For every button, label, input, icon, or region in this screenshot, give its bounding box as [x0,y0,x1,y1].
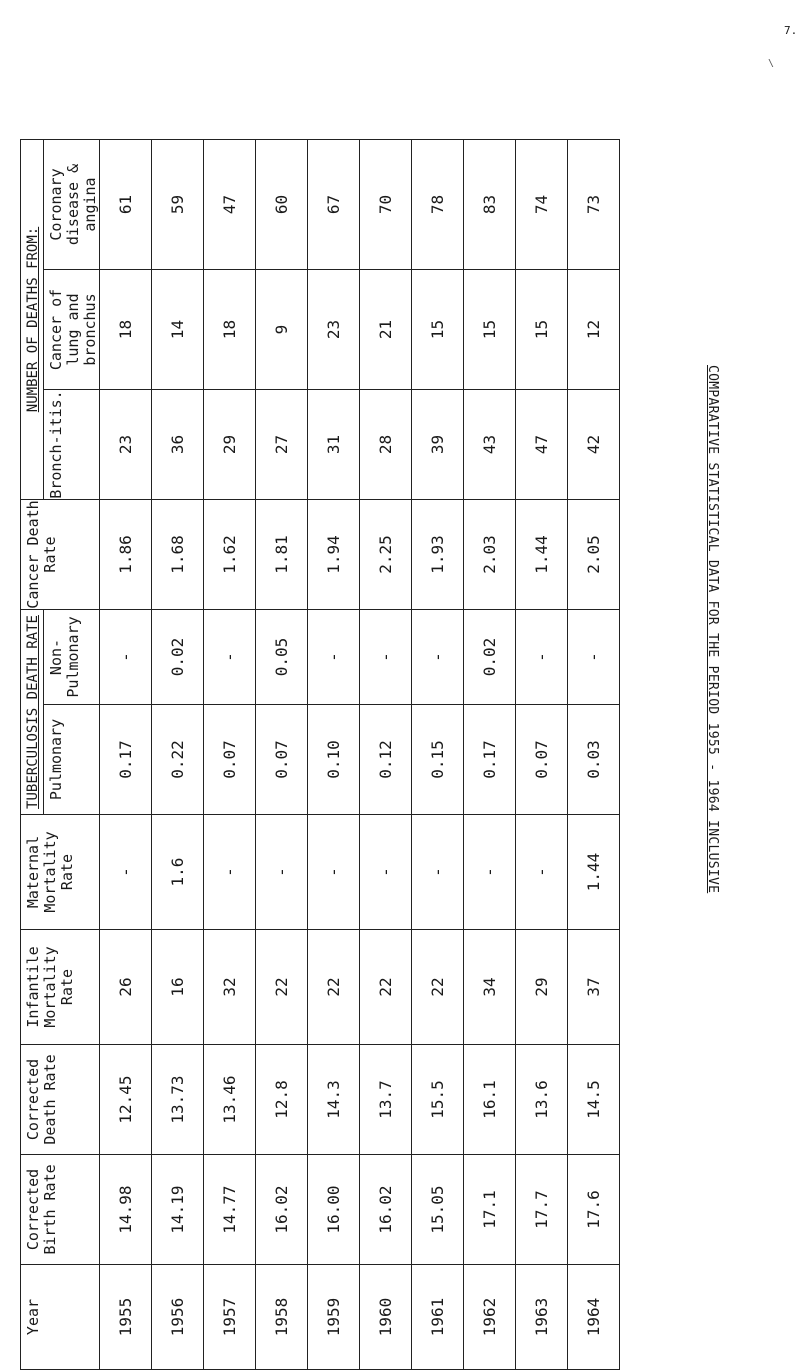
cell-maternal: - [204,815,256,930]
cell-bronch: 31 [308,390,360,500]
table-row [256,139,308,1369]
table-row [516,139,568,1369]
cell-infant: 22 [308,930,360,1045]
cell-year: 1959 [308,1265,360,1370]
cell-death: 13.7 [360,1045,412,1155]
cell-cancer: 2.05 [568,500,620,610]
cell-pulm: 0.17 [100,705,152,815]
header-coronary: Coronary disease & angina [44,139,100,269]
statistics-table [20,139,620,1370]
cell-cancer: 1.94 [308,500,360,610]
table-row [412,139,464,1369]
cell-death: 12.8 [256,1045,308,1155]
cell-birth: 14.19 [152,1155,204,1265]
header-bronchitis: Bronch-itis. [44,390,100,500]
cell-year: 1957 [204,1265,256,1370]
table-row [568,139,620,1369]
cell-pulm: 0.07 [516,705,568,815]
cell-cancer: 1.93 [412,500,464,610]
page-title: COMPARATIVE STATISTICAL DATA FOR THE PERIOD 1955 - 1964 INCLUSIVE [705,365,720,894]
cell-lung: 12 [568,270,620,390]
cell-lung: 18 [100,270,152,390]
cell-death: 13.6 [516,1045,568,1155]
page-number: 7. [784,24,798,37]
cell-pulm: 0.12 [360,705,412,815]
cell-year: 1955 [100,1265,152,1370]
cell-infant: 22 [360,930,412,1045]
cell-coronary: 61 [100,139,152,269]
table-row [204,139,256,1369]
cell-nonpulm: - [516,610,568,705]
cell-pulm: 0.17 [464,705,516,815]
cell-maternal: - [308,815,360,930]
cell-nonpulm: - [360,610,412,705]
cell-coronary: 83 [464,139,516,269]
cell-pulm: 0.07 [204,705,256,815]
cell-maternal: 1.6 [152,815,204,930]
header-deaths-group: NUMBER OF DEATHS FROM: [21,139,44,499]
cell-pulm: 0.03 [568,705,620,815]
cell-birth: 17.1 [464,1155,516,1265]
cell-bronch: 36 [152,390,204,500]
cell-lung: 15 [412,270,464,390]
cell-birth: 16.00 [308,1155,360,1265]
cell-infant: 22 [256,930,308,1045]
cell-maternal: 1.44 [568,815,620,930]
cell-bronch: 28 [360,390,412,500]
cell-death: 12.45 [100,1045,152,1155]
cell-bronch: 23 [100,390,152,500]
cell-infant: 26 [100,930,152,1045]
cell-pulm: 0.15 [412,705,464,815]
cell-infant: 16 [152,930,204,1045]
cell-coronary: 70 [360,139,412,269]
header-lung-cancer: Cancer of lung and bronchus [44,270,100,390]
cell-lung: 18 [204,270,256,390]
cell-birth: 14.77 [204,1155,256,1265]
cell-birth: 17.7 [516,1155,568,1265]
cell-cancer: 1.68 [152,500,204,610]
cell-lung: 15 [516,270,568,390]
cell-death: 13.73 [152,1045,204,1155]
cell-lung: 15 [464,270,516,390]
cell-cancer: 1.44 [516,500,568,610]
cell-year: 1963 [516,1265,568,1370]
cell-year: 1960 [360,1265,412,1370]
header-cancer-death-rate: Cancer Death Rate [21,500,100,610]
cell-nonpulm: 0.05 [256,610,308,705]
cell-lung: 21 [360,270,412,390]
cell-cancer: 2.03 [464,500,516,610]
cell-infant: 34 [464,930,516,1045]
cell-cancer: 1.62 [204,500,256,610]
cell-death: 15.5 [412,1045,464,1155]
cell-coronary: 60 [256,139,308,269]
cell-death: 16.1 [464,1045,516,1155]
cell-infant: 22 [412,930,464,1045]
cell-infant: 29 [516,930,568,1045]
cell-maternal: - [360,815,412,930]
cell-nonpulm: - [204,610,256,705]
rotated-table-wrapper [20,140,720,1370]
header-maternal-mortality: Maternal Mortality Rate [21,815,100,930]
cell-death: 14.3 [308,1045,360,1155]
cell-coronary: 74 [516,139,568,269]
table-row [100,139,152,1369]
cell-year: 1962 [464,1265,516,1370]
cell-year: 1958 [256,1265,308,1370]
cell-lung: 23 [308,270,360,390]
cell-cancer: 1.86 [100,500,152,610]
cell-bronch: 43 [464,390,516,500]
cell-coronary: 78 [412,139,464,269]
cell-bronch: 39 [412,390,464,500]
header-death-rate: Corrected Death Rate [21,1045,100,1155]
cell-bronch: 27 [256,390,308,500]
cell-coronary: 59 [152,139,204,269]
cell-cancer: 1.81 [256,500,308,610]
header-year: Year [21,1265,100,1370]
cell-nonpulm: 0.02 [464,610,516,705]
cell-nonpulm: - [100,610,152,705]
cell-pulm: 0.10 [308,705,360,815]
cell-pulm: 0.07 [256,705,308,815]
cell-infant: 37 [568,930,620,1045]
table-row [464,139,516,1369]
header-tb-non-pulmonary: Non-Pulmonary [44,610,100,705]
header-tuberculosis-group: TUBERCULOSIS DEATH RATE [21,610,44,815]
cell-maternal: - [100,815,152,930]
table-row [152,139,204,1369]
header-birth-rate: Corrected Birth Rate [21,1155,100,1265]
cell-bronch: 47 [516,390,568,500]
cell-year: 1961 [412,1265,464,1370]
cell-year: 1956 [152,1265,204,1370]
cell-pulm: 0.22 [152,705,204,815]
cell-maternal: - [516,815,568,930]
cell-infant: 32 [204,930,256,1045]
cell-bronch: 29 [204,390,256,500]
cell-birth: 15.05 [412,1155,464,1265]
table-row [360,139,412,1369]
cell-birth: 16.02 [256,1155,308,1265]
cell-birth: 16.02 [360,1155,412,1265]
cell-nonpulm: - [308,610,360,705]
cell-coronary: 73 [568,139,620,269]
header-tb-pulmonary: Pulmonary [44,705,100,815]
cell-death: 14.5 [568,1045,620,1155]
table-row [308,139,360,1369]
cell-nonpulm: - [568,610,620,705]
cell-bronch: 42 [568,390,620,500]
cell-maternal: - [256,815,308,930]
cell-lung: 9 [256,270,308,390]
cell-death: 13.46 [204,1045,256,1155]
cell-year: 1964 [568,1265,620,1370]
header-infantile-mortality: Infantile Mortality Rate [21,930,100,1045]
corner-mark: \ [768,58,775,69]
cell-maternal: - [464,815,516,930]
cell-birth: 14.98 [100,1155,152,1265]
cell-coronary: 47 [204,139,256,269]
table-body [100,139,620,1369]
cell-maternal: - [412,815,464,930]
cell-nonpulm: 0.02 [152,610,204,705]
cell-birth: 17.6 [568,1155,620,1265]
cell-coronary: 67 [308,139,360,269]
cell-cancer: 2.25 [360,500,412,610]
cell-nonpulm: - [412,610,464,705]
cell-lung: 14 [152,270,204,390]
